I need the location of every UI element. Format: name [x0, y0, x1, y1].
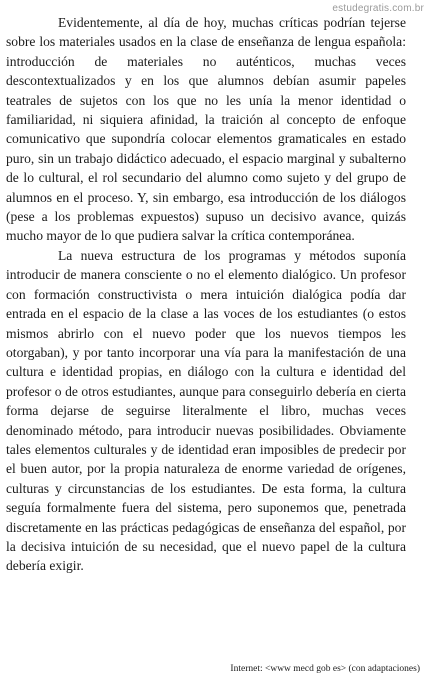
watermark: estudegratis.com.br — [332, 3, 424, 14]
source-citation: Internet: <www mecd gob es> (con adaptaciones) — [230, 664, 420, 674]
text-body — [6, 13, 406, 576]
paragraph-2: La nueva estructura de los programas y métodos suponía introducir de manera consciente o no el elemento dialógico. Un profesor con formación constructivista o mera intuición dialógica podía dar entrada en el espacio de la clase a las voces de los estudiantes (o estos mismos abrirlo con el nuevo poder que los nuevos tiempos les otorgaban), y por tanto incorporar una vía para la manifestación de una cultura e identidad propias, en diálogo con la cultura e identidad del profesor o de otros estudiantes, aunque para conseguirlo debería en cierta forma dejarse de seguirse literalmente el libro, muchas veces denominado método, para introducir nuevas posibilidades. Obviamente tales elementos culturales y de identidad eran imposibles de predecir por el buen autor, por la propia naturaleza de enorme variedad de orígenes, culturas y circunstancias de los estudiantes. De esta forma, la cultura seguía formalmente fuera del sistema, pero suponemos que, penetrada discretamente en las prácticas pedagógicas de enseñanza del español, por la decisiva intuición de su necesidad, que el nuevo papel de la cultura debería exigir. — [6, 247, 406, 574]
paragraph-1: Evidentemente, al día de hoy, muchas críticas podrían tejerse sobre los materiales usados en la clase de enseñanza de lengua española: introducción de materiales no auténticos, muchas veces descontextualizados y en los que alumnos debían asumir papeles teatrales de sujetos con los que no les unía la menor identidad o familiaridad, ni siquiera afinidad, la traición al concepto de enfoque comunicativo que supondría colocar elementos gramaticales en estado puro, sin un trabajo didáctico adecuado, el espacio marginal y subalterno de lo cultural, el rol secundario del alumno como sujeto y del grupo de alumnos en el proceso. Y, sin embargo, esa introducción de los diálogos (pese a los problemas expuestos) supuso un decisivo avance, quizás mucho mayor de lo que pudiera salvar la crítica contemporánea. — [6, 15, 406, 244]
